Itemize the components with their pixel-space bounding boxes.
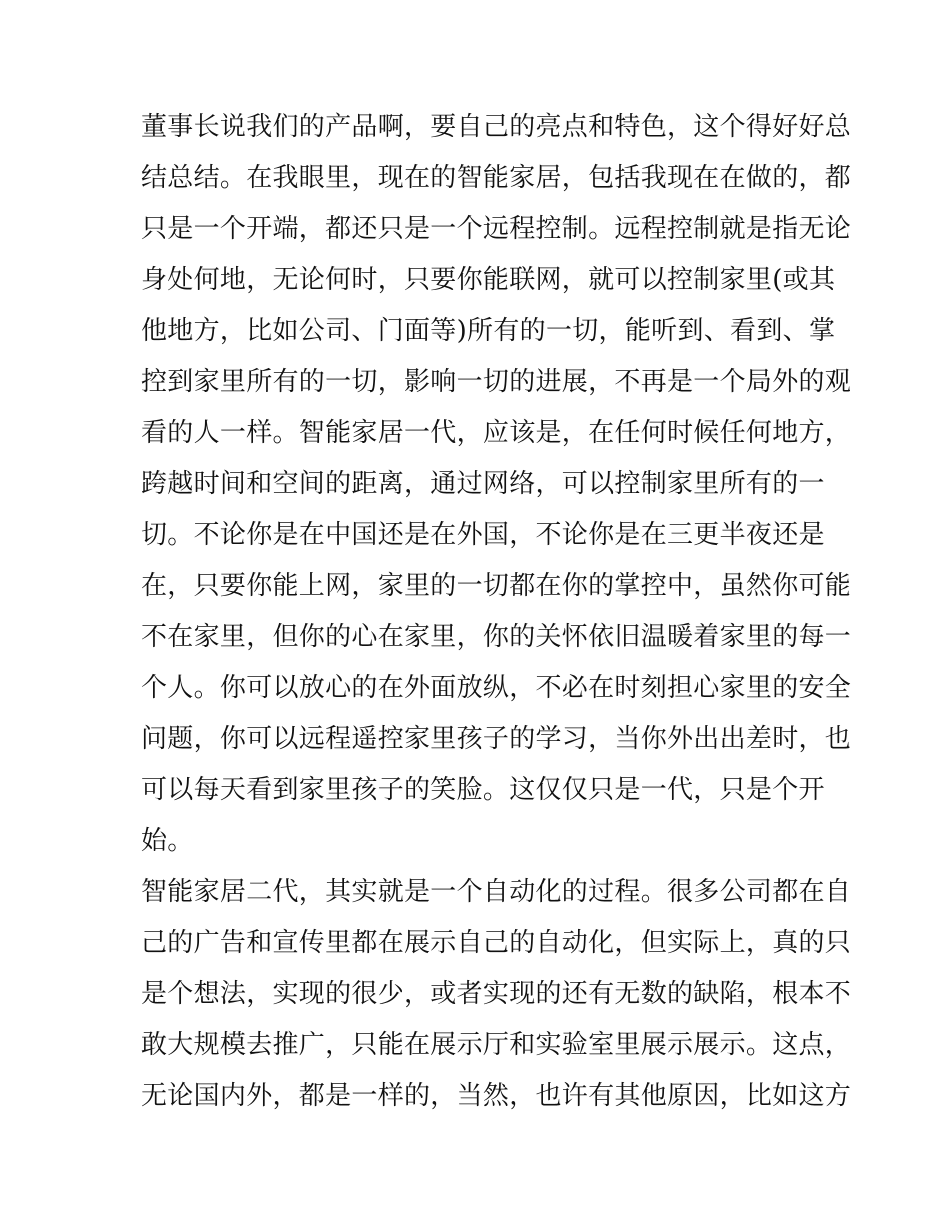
text-line: 无论国内外，都是一样的，当然，也许有其他原因，比如这方 — [141, 1081, 852, 1111]
text-line: 敢大规模去推广，只能在展示厅和实验室里展示展示。这点， — [141, 1030, 852, 1060]
text-line: 智能家居二代，其实就是一个自动化的过程。很多公司都在自 — [141, 877, 852, 907]
text-line: 可以每天看到家里孩子的笑脸。这仅仅只是一代，只是个开 — [141, 775, 825, 805]
text-line: 董事长说我们的产品啊，要自己的亮点和特色，这个得好好总 — [141, 112, 852, 142]
text-line: 结总结。在我眼里，现在的智能家居，包括我现在在做的，都 — [141, 163, 852, 193]
text-line: 己的广告和宣传里都在展示自己的自动化，但实际上，真的只 — [141, 928, 852, 958]
text-line: 只是一个开端，都还只是一个远程控制。远程控制就是指无论 — [141, 214, 852, 244]
text-line: 问题，你可以远程遥控家里孩子的学习，当你外出出差时，也 — [141, 724, 852, 754]
text-line: 始。 — [141, 826, 194, 856]
text-line: 是个想法，实现的很少，或者实现的还有无数的缺陷，根本不 — [141, 979, 852, 1009]
text-line: 跨越时间和空间的距离，通过网络，可以控制家里所有的一 — [141, 469, 825, 499]
text-line: 他地方，比如公司、门面等)所有的一切，能听到、看到、掌 — [141, 316, 836, 346]
text-line: 身处何地，无论何时，只要你能联网，就可以控制家里(或其 — [141, 265, 836, 295]
text-line: 不在家里，但你的心在家里，你的关怀依旧温暖着家里的每一 — [141, 622, 852, 652]
text-line: 个人。你可以放心的在外面放纵，不必在时刻担心家里的安全 — [141, 673, 852, 703]
text-line: 看的人一样。智能家居一代，应该是，在任何时候任何地方， — [141, 418, 852, 448]
text-line: 在，只要你能上网，家里的一切都在你的掌控中，虽然你可能 — [141, 571, 852, 601]
body-text — [141, 102, 852, 1122]
text-line: 切。不论你是在中国还是在外国，不论你是在三更半夜还是 — [141, 520, 825, 550]
text-line: 控到家里所有的一切，影响一切的进展，不再是一个局外的观 — [141, 367, 852, 397]
